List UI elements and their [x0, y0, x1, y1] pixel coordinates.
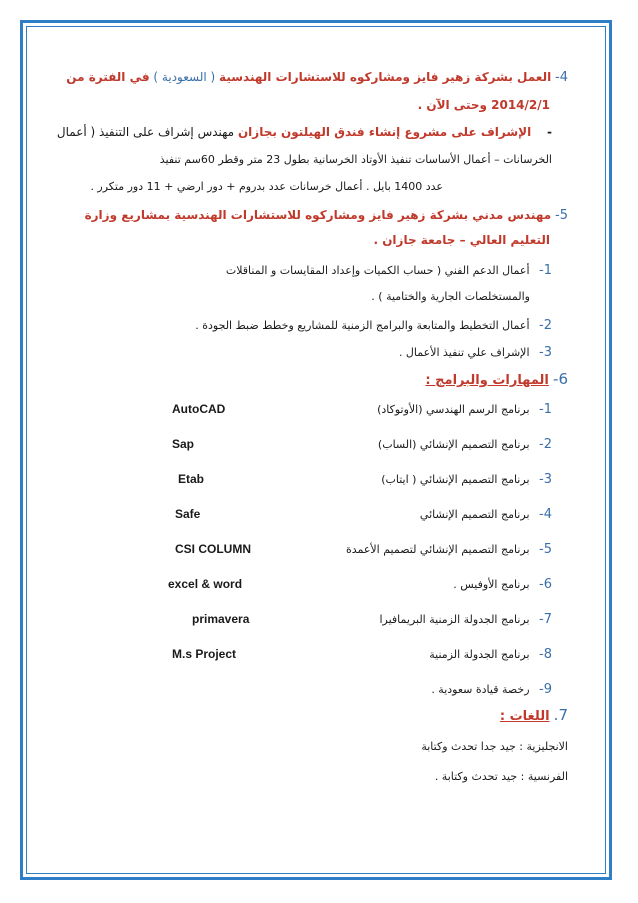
section7-number: 7. [553, 706, 568, 724]
section4-role-desc2: الخرسانات – أعمال الأساسات تنفيذ الأوتاد الخرسانية بطول 23 متر وقطر 60سم تنفيذ [159, 153, 552, 166]
section4-tail: في الفترة من [66, 70, 150, 84]
skill-item-4: 4- برنامج التصميم الإنشائي [419, 507, 552, 522]
section5-title2: التعليم العالي – جامعة جازان . [373, 233, 550, 247]
section7-heading [500, 706, 568, 724]
skill-en-6: excel & word [168, 577, 243, 591]
skill-item-2: 2- برنامج التصميم الإنشائي (الساب) [377, 437, 552, 452]
section6-number: 6- [553, 370, 568, 388]
section4-bullet: - [547, 125, 552, 139]
skill-item-8: 8- برنامج الجدولة الزمنية [429, 647, 552, 662]
section4-title: العمل بشركة زهير فايز ومشاركوه للاستشارات الهندسية [219, 70, 552, 84]
section4-number: 4- [555, 70, 568, 85]
section5-item-1: 1- أعمال الدعم الفني ( حساب الكميات وإعداد المقايسات و المناقلات [225, 263, 552, 278]
section4-heading [66, 70, 568, 85]
skill-item-1: 1- برنامج الرسم الهندسي (الأوتوكاد) [377, 402, 552, 417]
section5-item-2: 2- أعمال التخطيط والمتابعة والبرامج الزمنية للمشاريع وخطط ضبط الجودة . [195, 318, 552, 333]
section5-title1: مهندس مدني بشركة زهير فايز ومشاركوه للاستشارات الهندسية بمشاريع وزارة [84, 208, 552, 222]
section4-role [57, 125, 552, 139]
skill-en-2: Sap [172, 437, 195, 451]
language-english: الانجليزية : جيد جدا تحدث وكتابة [421, 740, 568, 753]
section4-role-desc1: مهندس إشراف على التنفيذ ( أعمال [56, 125, 235, 139]
skill-item-7: 7- برنامج الجدولة الزمنية البريمافيرا [379, 612, 552, 627]
section6-heading [425, 370, 568, 388]
skill-en-5: CSI COLUMN [175, 542, 251, 556]
section4-period: 2014/2/1 وحتى الآن . [417, 98, 550, 112]
section5-heading [85, 208, 568, 223]
skill-en-3: Etab [178, 472, 205, 486]
section5-item-1-cont: والمستخلصات الجارية والختامية ) . [371, 290, 530, 303]
section4-role-title: الإشراف على مشروع إنشاء فندق الهيلتون بجازان [237, 125, 532, 139]
skill-en-1: AutoCAD [172, 402, 226, 416]
section4-role-desc3: عدد 1400 بايل . أعمال خرسانات عدد بدروم + دور ارضي + 11 دور متكرر . [90, 180, 443, 193]
language-french: الفرنسية : جيد تحدث وكتابة . [434, 770, 568, 783]
skill-item-9: 9- رخصة قيادة سعودية . [431, 682, 552, 697]
skill-en-4: Safe [175, 507, 201, 521]
section6-title: المهارات والبرامج : [425, 373, 549, 388]
skill-en-8: M.s Project [172, 647, 237, 661]
skill-item-5: 5- برنامج التصميم الإنشائي لتصميم الأعمدة [345, 542, 552, 557]
skill-item-6: 6- برنامج الأوفيس . [453, 577, 552, 592]
section5-number: 5- [555, 208, 568, 223]
skill-en-7: primavera [192, 612, 250, 626]
section4-paren: ( السعودية ) [153, 70, 216, 84]
section7-title: اللغات : [499, 709, 550, 724]
section5-item-3: 3- الإشراف علي تنفيذ الأعمال . [398, 345, 552, 360]
skill-item-3: 3- برنامج التصميم الإنشائي ( ايتاب) [381, 472, 552, 487]
